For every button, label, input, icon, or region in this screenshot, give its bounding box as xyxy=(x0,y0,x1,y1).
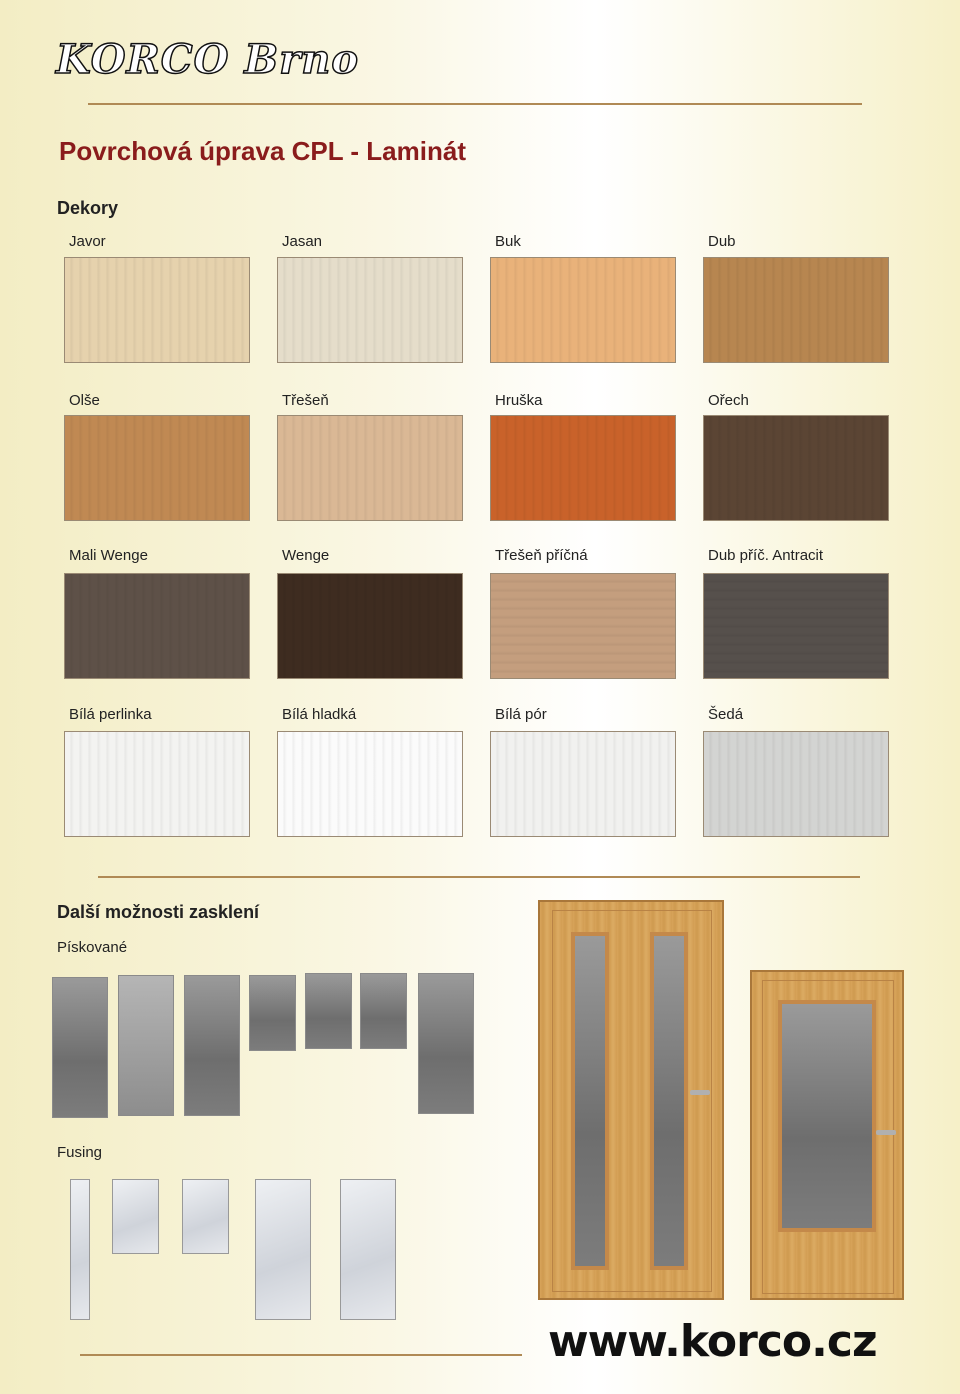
decor-label: Ořech xyxy=(708,392,749,409)
sandblasted-glass-5 xyxy=(305,973,352,1049)
decor-swatch xyxy=(277,257,463,363)
door-handle xyxy=(690,1090,710,1095)
fusing-glass-5 xyxy=(340,1179,396,1320)
decor-label: Wenge xyxy=(282,547,330,564)
decor-label: Bílá perlinka xyxy=(69,706,152,723)
glazing-heading: Další možnosti zasklení xyxy=(57,902,260,922)
fusing-glass-1 xyxy=(70,1179,90,1320)
decor-swatch xyxy=(703,415,889,521)
door-handle xyxy=(876,1130,896,1135)
decor-swatch xyxy=(490,415,676,521)
decor-swatch xyxy=(64,257,250,363)
bottom-divider xyxy=(80,1354,522,1356)
decor-label: Bílá hladká xyxy=(282,706,357,723)
decor-swatch xyxy=(64,731,250,837)
decor-label: Třešeň příčná xyxy=(495,547,588,564)
door-glass-left xyxy=(571,932,609,1270)
decor-swatch xyxy=(277,731,463,837)
decor-label: Třešeň xyxy=(282,392,329,409)
sandblasted-glass-1 xyxy=(52,977,108,1118)
middle-divider xyxy=(98,876,860,878)
brand-logo: KORCO Brno xyxy=(56,36,360,83)
fusing-glass-2 xyxy=(112,1179,159,1254)
decor-label: Šedá xyxy=(708,706,744,723)
decor-label: Olše xyxy=(69,392,100,409)
decor-label: Bílá pór xyxy=(495,706,547,723)
sandblasted-glass-7 xyxy=(418,973,474,1114)
decor-label: Mali Wenge xyxy=(69,547,148,564)
decor-label: Dub xyxy=(708,233,736,250)
decor-swatch xyxy=(703,731,889,837)
door-double-glass xyxy=(538,900,724,1300)
top-divider xyxy=(88,103,862,105)
sandblasted-label: Pískované xyxy=(57,939,128,956)
fusing-glass-3 xyxy=(182,1179,229,1254)
sandblasted-glass-2 xyxy=(118,975,174,1116)
decor-swatch xyxy=(490,731,676,837)
decor-label: Javor xyxy=(69,233,106,250)
fusing-glass-4 xyxy=(255,1179,311,1320)
decor-swatch xyxy=(490,257,676,363)
decor-swatch xyxy=(703,257,889,363)
decor-label: Buk xyxy=(495,233,521,250)
sandblasted-glass-4 xyxy=(249,975,296,1051)
website-link[interactable]: www.korco.cz xyxy=(548,1316,877,1367)
decor-swatch xyxy=(703,573,889,679)
decor-swatch xyxy=(490,573,676,679)
door-single-glass xyxy=(750,970,904,1300)
door-glass xyxy=(778,1000,876,1232)
fusing-label: Fusing xyxy=(57,1144,103,1161)
decors-heading: Dekory xyxy=(57,198,119,218)
decor-swatch xyxy=(277,415,463,521)
decor-swatch xyxy=(64,415,250,521)
decor-swatch xyxy=(64,573,250,679)
page-title: Povrchová úprava CPL - Laminát xyxy=(59,136,466,166)
decor-swatch xyxy=(277,573,463,679)
sandblasted-glass-6 xyxy=(360,973,407,1049)
decor-label: Jasan xyxy=(282,233,323,250)
door-glass-right xyxy=(650,932,688,1270)
sandblasted-glass-3 xyxy=(184,975,240,1116)
decor-label: Hruška xyxy=(495,392,543,409)
decor-label: Dub příč. Antracit xyxy=(708,547,824,564)
